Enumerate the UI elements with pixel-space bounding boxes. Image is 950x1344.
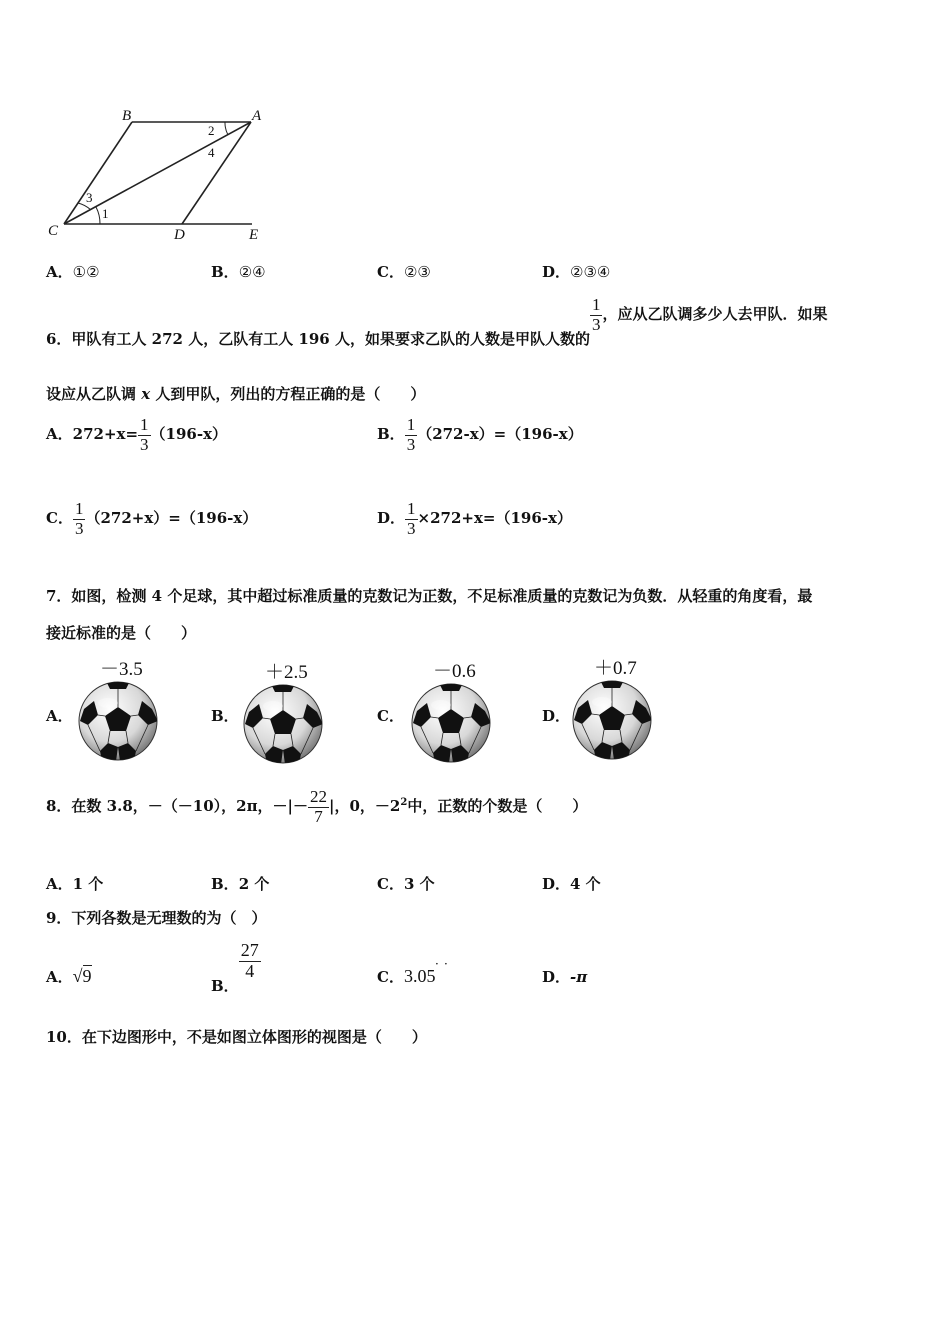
q7-ball-c-value: －0.6 [433,661,476,682]
q7-ball-a-value: －3.5 [100,659,143,680]
q6-option-b[interactable]: B． $\frac{1}{3}$ （272-x）=（196-x） [377,415,583,454]
q6-stem-line1: 6．甲队有工人 272 人，乙队有工人 196 人，如果要求乙队的人数是甲队人数的 $\frac{1}{3}$ ，应从乙队调多少人去甲队．如果 [46,295,828,349]
q5-option-a[interactable]: A．①② [46,263,100,281]
q7-option-a-label[interactable]: A． [46,707,73,725]
q6-option-c[interactable]: C． $\frac{1}{3}$ （272+x）=（196-x） [46,499,258,538]
soccer-ball-icon[interactable] [572,680,652,760]
repeat-dot-icon: · [444,957,448,971]
label-c: C [48,223,59,239]
angle-1: 1 [102,206,109,221]
q9-option-a[interactable]: A．√9 [46,966,92,986]
parallelogram-figure [40,100,280,250]
soccer-ball-icon[interactable] [78,681,158,761]
q9-option-d[interactable]: D．-π [542,968,588,986]
q7-stem-line2: 接近标准的是（ ） [46,624,197,642]
q7-ball-b-value: ＋2.5 [265,662,308,683]
label-d: D [174,227,185,243]
q5-option-b[interactable]: B．②④ [211,263,266,281]
q9-option-b[interactable]: B． $\frac{27}{4}$ [211,940,259,996]
q10-stem: 10．在下边图形中，不是如图立体图形的视图是（ ） [46,1028,427,1046]
q7-option-d-label[interactable]: D． [542,707,571,725]
q9-option-c[interactable]: C．3.05 · · [377,957,448,986]
q7-option-c-label[interactable]: C． [377,707,404,725]
label-b: B [122,108,132,124]
q8-option-d[interactable]: D．4 个 [542,875,601,893]
q6-stem-line2: 设应从乙队调 x 人到甲队，列出的方程正确的是（ ） [46,385,426,403]
sqrt-icon: √ [72,966,83,986]
label-a: A [252,108,262,124]
repeat-dot-icon: · [435,957,439,971]
q5-option-c[interactable]: C．②③ [377,263,431,281]
q6-option-a[interactable]: A．272+x= $\frac{1}{3}$ （196-x） [46,415,228,454]
q7-ball-d-value: ＋0.7 [594,658,637,679]
angle-4: 4 [208,145,215,160]
q6-option-d[interactable]: D． $\frac{1}{3}$ ×272+x=（196-x） [377,499,572,538]
q8-option-c[interactable]: C．3 个 [377,875,435,893]
q8-stem: 8．在数 3.8，－（－10），2π，－|－ $\frac{22}{7}$ |，0，$-2^2$中，正数的个数是（ ） [46,787,588,826]
q5-option-d[interactable]: D．②③④ [542,263,611,281]
q9-stem: 9．下列各数是无理数的为（ ） [46,909,267,927]
soccer-ball-icon[interactable] [411,683,491,763]
angle-3: 3 [86,190,93,205]
q6-stem-fraction: $\frac{1}{3}$ [591,295,601,334]
q8-option-a[interactable]: A．1 个 [46,875,104,893]
q8-option-b[interactable]: B．2 个 [211,875,270,893]
q7-option-b-label[interactable]: B． [211,707,239,725]
q7-stem-line1: 7．如图，检测 4 个足球，其中超过标准质量的克数记为正数，不足标准质量的克数记为负数．从轻重的角度看，最 [46,587,813,605]
label-e: E [249,227,259,243]
angle-2: 2 [208,123,215,138]
soccer-ball-icon[interactable] [243,684,323,764]
